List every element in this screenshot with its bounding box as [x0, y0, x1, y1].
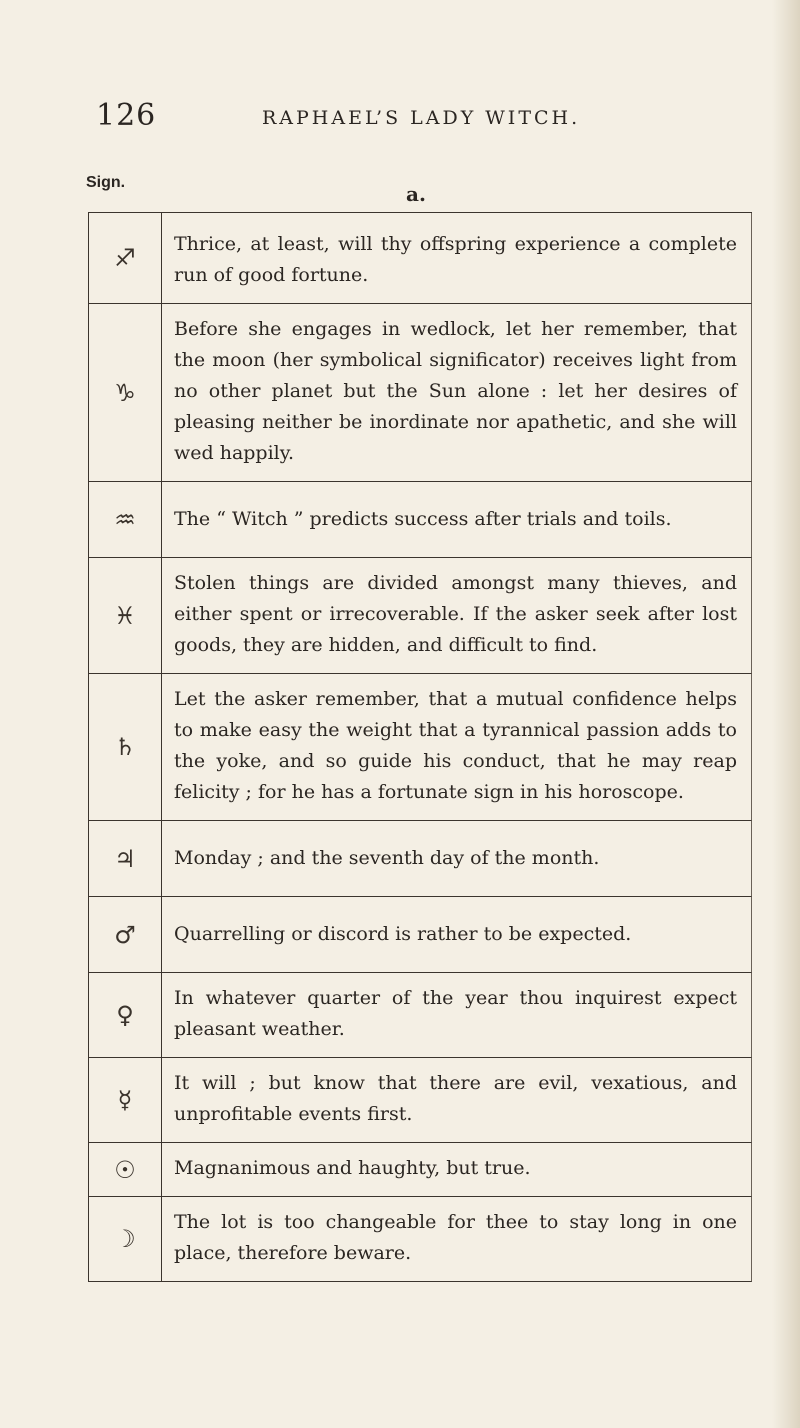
page-number: 126 [96, 98, 157, 133]
answer-text: Monday ; and the seventh day of the month. [174, 847, 600, 869]
answer-text: It will ; but know that there are evil, vexatious, and unprofitable events first. [174, 1072, 737, 1125]
table-row [88, 1197, 752, 1282]
table-row [88, 213, 752, 304]
sign-column-header: Sign. [86, 174, 126, 191]
page-edge [772, 0, 800, 1428]
answer-text: Before she engages in wedlock, let her remember, that the moon (her symbolical significator) receives light from no other planet but the Sun alone : let her desires of pleasing neither be inordinate nor apathetic, and she will wed happily. [174, 318, 737, 464]
table-row [88, 482, 752, 558]
table-row [88, 674, 752, 821]
aquarius-icon: ♒ [89, 482, 162, 557]
answer-text: Stolen things are divided amongst many thieves, and either spent or irrecoverable. If the asker seek after lost goods, they are hidden, and difficult to find. [174, 572, 737, 656]
mercury-icon: ☿ [89, 1058, 162, 1142]
table-row [88, 821, 752, 897]
table-row [88, 304, 752, 482]
jupiter-icon: ♃ [89, 821, 162, 896]
table-row [88, 897, 752, 973]
running-head: RAPHAEL’S LADY WITCH. [262, 107, 581, 129]
answer-text: The “ Witch ” predicts success after trials and toils. [174, 508, 672, 530]
saturn-icon: ♄ [89, 674, 162, 820]
mars-icon: ♂ [89, 897, 162, 972]
pisces-icon: ♓ [89, 558, 162, 673]
answer-text: In whatever quarter of the year thou inquirest expect pleasant weather. [174, 987, 737, 1040]
table-row [88, 1143, 752, 1197]
sagittarius-icon: ♐ [89, 213, 162, 303]
answer-text: Magnanimous and haughty, but true. [174, 1157, 531, 1179]
answer-text: Let the asker remember, that a mutual confidence helps to make easy the weight that a tyrannical passion adds to the yoke, and so guide his conduct, that he may reap felicity ; for he has a fortunate sign in his horoscope. [174, 688, 737, 803]
moon-icon: ☽ [89, 1197, 162, 1281]
answer-table [88, 212, 752, 1282]
table-row [88, 558, 752, 674]
answer-column-header: a. [406, 182, 426, 206]
answer-text: Thrice, at least, will thy offspring experience a complete run of good fortune. [174, 233, 737, 286]
sun-icon: ☉ [89, 1143, 162, 1196]
answer-text: The lot is too changeable for thee to stay long in one place, therefore beware. [174, 1211, 737, 1264]
table-row [88, 973, 752, 1058]
page-header [0, 96, 800, 136]
venus-icon: ♀ [89, 973, 162, 1057]
answer-text: Quarrelling or discord is rather to be expected. [174, 923, 632, 945]
capricorn-icon: ♑ [89, 304, 162, 481]
table-row [88, 1058, 752, 1143]
